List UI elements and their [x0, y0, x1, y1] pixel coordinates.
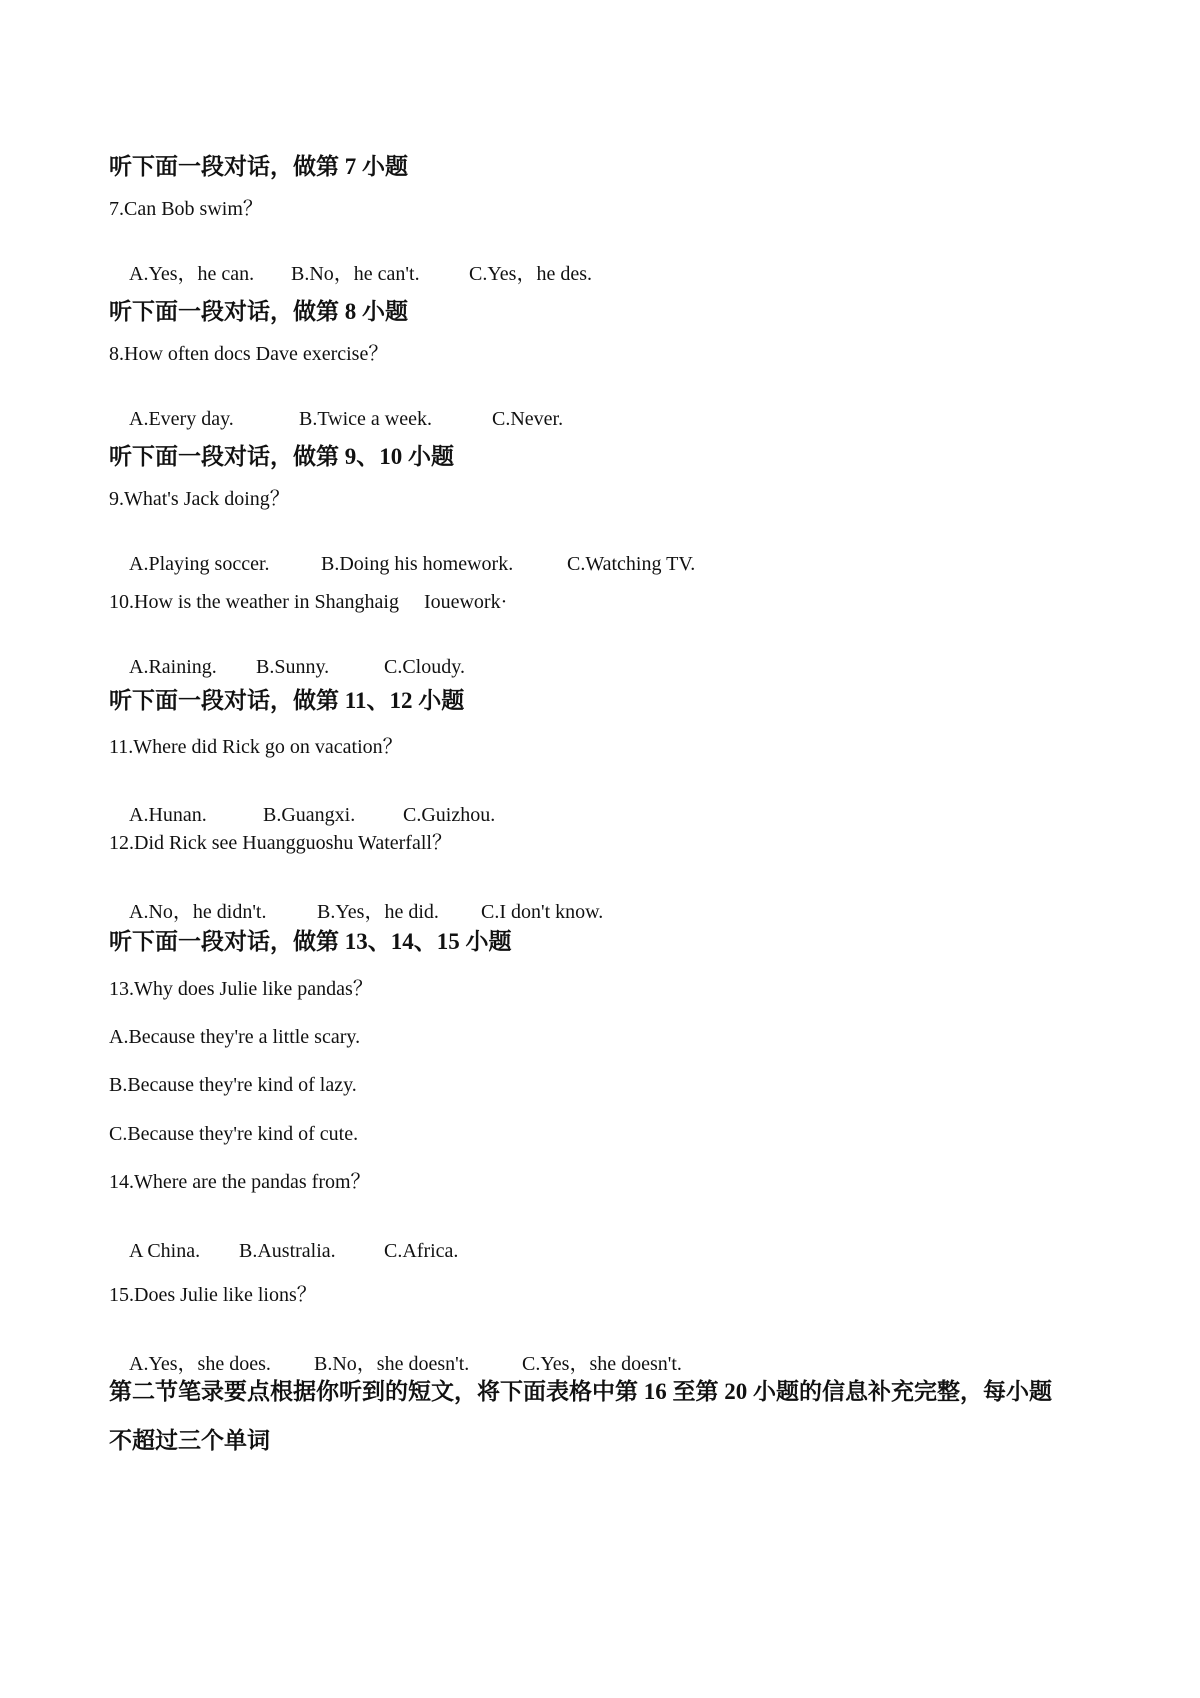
section-heading: 听下面一段对话，做第 13、14、15 小题	[109, 929, 512, 954]
section-heading: 听下面一段对话，做第 7 小题	[109, 154, 408, 179]
part-two-instruction-line2: 不超过三个单词	[109, 1428, 270, 1453]
option-c: C.Africa.	[384, 1240, 459, 1262]
question-10: 10.How is the weather in Shanghaig Iouework·	[109, 591, 508, 613]
option-c: C.Yes，he des.	[469, 263, 592, 285]
option-a: A.Every day.	[129, 408, 234, 430]
part-two-instruction-line1: 第二节笔录要点根据你听到的短文，将下面表格中第 16 至第 20 小题的信息补充完整，每小题	[109, 1379, 1052, 1404]
option-b: B.Sunny.	[256, 656, 330, 678]
option-a: A.Hunan.	[129, 804, 207, 826]
option-c: C.Yes，she doesn't.	[522, 1353, 682, 1375]
option-c: C.Guizhou.	[403, 804, 496, 826]
question-13: 13.Why does Julie like pandas？	[109, 978, 373, 1000]
section-heading: 听下面一段对话，做第 11、12 小题	[109, 688, 465, 713]
options-7	[109, 244, 592, 304]
option-a: A China.	[129, 1240, 201, 1262]
option-b: B.Because they're kind of lazy.	[109, 1074, 357, 1096]
question-14: 14.Where are the pandas from？	[109, 1171, 371, 1193]
option-a: A.No，he didn't.	[129, 901, 267, 923]
option-a: A.Yes，he can.	[129, 263, 255, 285]
section-heading: 听下面一段对话，做第 8 小题	[109, 299, 408, 324]
question-12: 12.Did Rick see Huangguoshu Waterfall？	[109, 832, 452, 854]
option-b: B.No，she doesn't.	[314, 1353, 470, 1375]
option-b: B.Guangxi.	[263, 804, 356, 826]
question-9: 9.What's Jack doing？	[109, 488, 290, 510]
option-a: A.Raining.	[129, 656, 217, 678]
option-a: A.Playing soccer.	[129, 553, 270, 575]
option-c: C.Because they're kind of cute.	[109, 1123, 359, 1145]
option-b: B.Australia.	[239, 1240, 336, 1262]
option-c: C.I don't know.	[481, 901, 604, 923]
question-15: 15.Does Julie like lions？	[109, 1284, 317, 1306]
option-b: B.Doing his homework.	[321, 553, 514, 575]
option-b: B.No，he can't.	[291, 263, 420, 285]
option-a: A.Because they're a little scary.	[109, 1026, 361, 1048]
question-7: 7.Can Bob swim？	[109, 198, 263, 220]
question-11: 11.Where did Rick go on vacation？	[109, 736, 403, 758]
option-c: C.Cloudy.	[384, 656, 465, 678]
options-9	[109, 534, 695, 594]
option-a: A.Yes，she does.	[129, 1353, 271, 1375]
option-c: C.Never.	[492, 408, 564, 430]
option-b: B.Twice a week.	[299, 408, 432, 430]
option-c: C.Watching TV.	[567, 553, 696, 575]
options-14	[109, 1221, 458, 1281]
section-heading: 听下面一段对话，做第 9、10 小题	[109, 444, 454, 469]
options-8	[109, 389, 563, 449]
question-8: 8.How often docs Dave exercise？	[109, 343, 389, 365]
option-b: B.Yes，he did.	[317, 901, 439, 923]
